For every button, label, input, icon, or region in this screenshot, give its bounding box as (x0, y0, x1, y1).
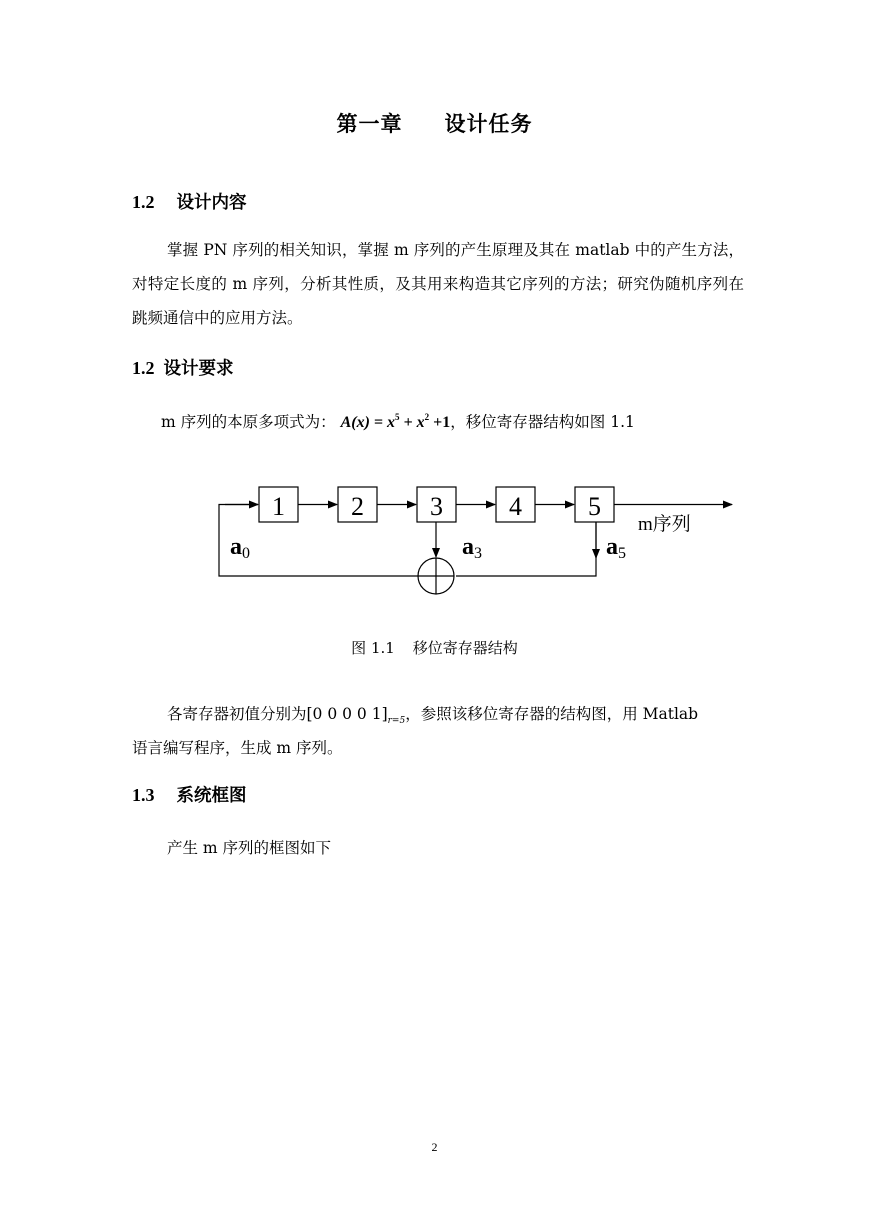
init-values-line (167, 702, 698, 726)
chapter-title (0, 108, 869, 138)
xor-adder (418, 558, 454, 594)
register-label-2: 2 (351, 492, 364, 521)
tap-label-a3: a3 (462, 534, 482, 562)
tap-label-a0: a0 (230, 534, 250, 562)
init-suffix: ，参照该移位寄存器的结构图，用 Matlab (405, 705, 699, 723)
tap-label-a5: a5 (606, 534, 626, 562)
figure-number: 图 1.1 (351, 639, 395, 657)
formula-exp2: 2 (424, 412, 430, 422)
register-label-4: 4 (509, 492, 522, 521)
shift-register-diagram (200, 470, 760, 605)
polynomial-line (161, 410, 635, 432)
register-label-1: 1 (272, 492, 285, 521)
chapter-name: 设计任务 (444, 112, 533, 136)
section-title: 设计内容 (176, 193, 247, 213)
polynomial-prefix: m 序列的本原多项式为： (161, 413, 336, 431)
section-number: 1.2 (132, 358, 155, 378)
init-prefix: 各寄存器初值分别为[0 0 0 0 1] (167, 705, 388, 723)
block-diagram-intro: 产生 m 序列的框图如下 (167, 839, 332, 857)
formula-mid: + x (399, 414, 425, 431)
formula-end: +1 (429, 414, 451, 431)
section-title: 设计要求 (163, 359, 234, 379)
formula-exp1: 5 (395, 412, 400, 422)
section-title: 系统框图 (176, 786, 247, 806)
figure-title: 移位寄存器结构 (412, 639, 518, 657)
chapter-label: 第一章 (336, 112, 403, 136)
figure-caption (0, 637, 869, 658)
section-number: 1.3 (132, 785, 155, 805)
register-label-5: 5 (588, 492, 601, 521)
content-paragraph: 掌握 PN 序列的相关知识，掌握 m 序列的产生原理及其在 matlab 中的产生方法，对特定长度的 m 序列，分析其性质，及其用来构造其它序列的方法；研究伪随机序列在跳频通信中的应用方法。 (132, 241, 744, 327)
polynomial-suffix: ，移位寄存器结构如图 1.1 (450, 413, 635, 431)
output-label: m序列 (638, 514, 691, 535)
init-values-line-2: 语言编写程序，生成 m 序列。 (132, 739, 343, 757)
section-number: 1.2 (132, 192, 155, 212)
init-subscript: r=5 (387, 716, 406, 726)
section-heading-requirements (132, 355, 234, 380)
section-heading-content (132, 189, 247, 214)
polynomial-formula (341, 414, 451, 431)
register-label-3: 3 (430, 492, 443, 521)
section-heading-block-diagram (132, 782, 247, 807)
feedback-line-left (219, 505, 420, 577)
formula-lhs: A(x) = x (340, 414, 396, 431)
page-number: 2 (431, 1140, 438, 1154)
